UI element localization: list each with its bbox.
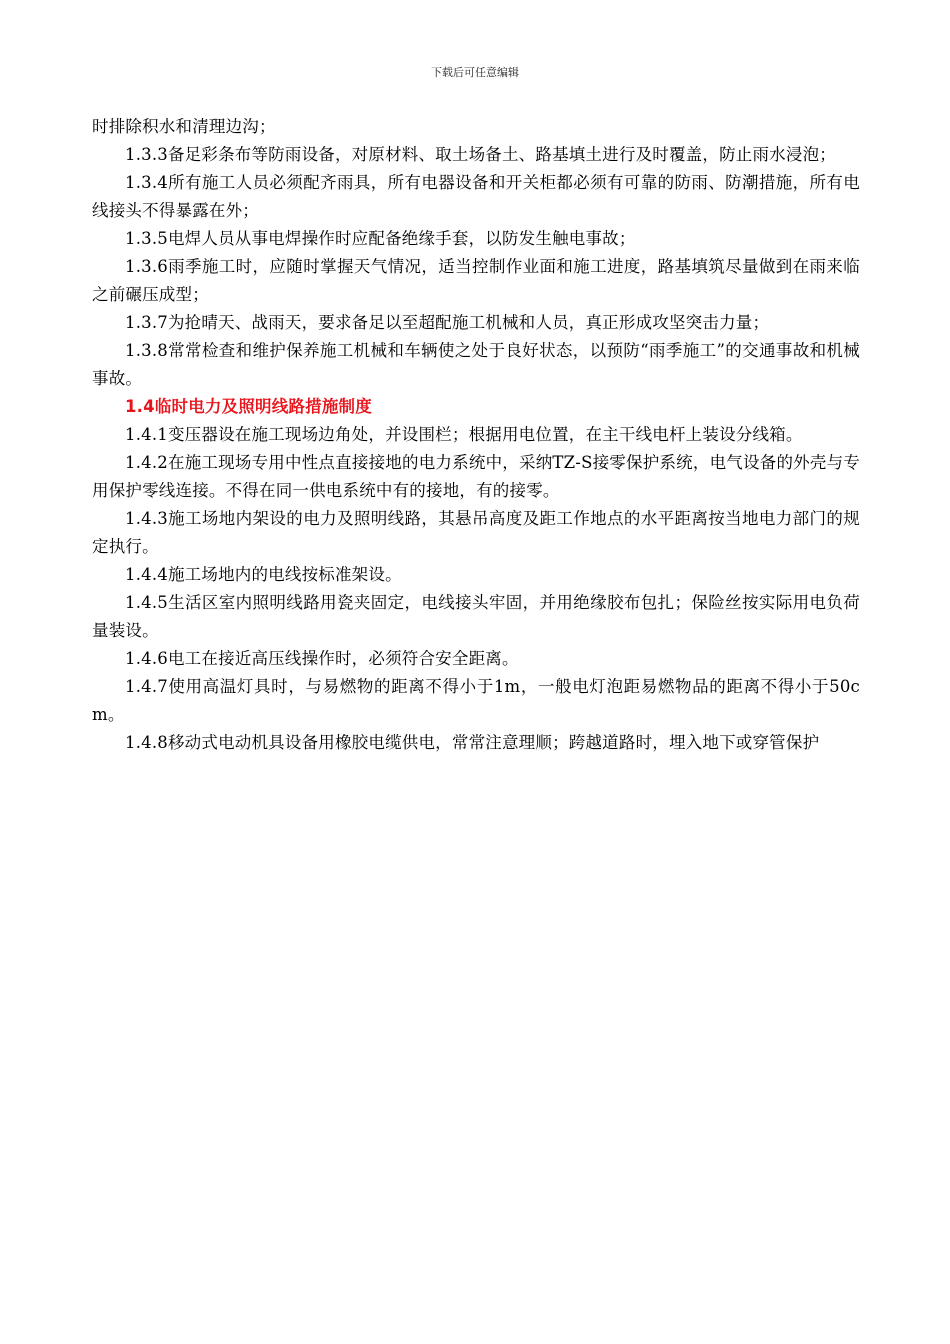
paragraph: 1.4.3施工场地内架设的电力及照明线路，其悬吊高度及距工作地点的水平距离按当地电力部门的规定执行。	[92, 509, 860, 556]
paragraph: 1.4.6电工在接近高压线操作时，必须符合安全距离。	[125, 649, 519, 668]
paragraph: 1.4.8移动式电动机具设备用橡胶电缆供电，常常注意理顺；跨越道路时，埋入地下或穿管保护	[125, 733, 820, 752]
paragraph: 1.4.5生活区室内照明线路用瓷夹固定，电线接头牢固，并用绝缘胶布包扎；保险丝按实际用电负荷量装设。	[92, 593, 860, 640]
paragraph: 1.3.8常常检查和维护保养施工机械和车辆使之处于良好状态，以预防“雨季施工”的交通事故和机械事故。	[92, 341, 860, 388]
document-body	[92, 113, 860, 757]
paragraph: 时排除积水和清理边沟；	[92, 117, 276, 136]
paragraph: 1.3.6雨季施工时，应随时掌握天气情况，适当控制作业面和施工进度，路基填筑尽量做到在雨来临之前碾压成型；	[92, 257, 860, 304]
paragraph: 1.4.4施工场地内的电线按标准架设。	[125, 565, 402, 584]
section-heading: 1.4临时电力及照明线路措施制度	[125, 397, 372, 416]
paragraph: 1.3.5电焊人员从事电焊操作时应配备绝缘手套，以防发生触电事故；	[125, 229, 636, 248]
paragraph: 1.4.7使用高温灯具时，与易燃物的距离不得小于1m，一般电灯泡距易燃物品的距离不得小于50cm。	[92, 677, 860, 724]
paragraph: 1.3.7为抢晴天、战雨天，要求备足以至超配施工机械和人员，真正形成攻坚突击力量；	[125, 313, 770, 332]
page-header: 下载后可任意编辑	[431, 66, 519, 79]
paragraph: 1.3.3备足彩条布等防雨设备，对原材料、取土场备土、路基填土进行及时覆盖，防止雨水浸泡；	[125, 145, 836, 164]
paragraph: 1.4.1变压器设在施工现场边角处，并设围栏；根据用电位置，在主干线电杆上装设分线箱。	[125, 425, 803, 444]
paragraph: 1.4.2在施工现场专用中性点直接接地的电力系统中，采纳TZ-S接零保护系统，电气设备的外壳与专用保护零线连接。不得在同一供电系统中有的接地，有的接零。	[92, 453, 860, 500]
paragraph: 1.3.4所有施工人员必须配齐雨具，所有电器设备和开关柜都必须有可靠的防雨、防潮措施，所有电线接头不得暴露在外；	[92, 173, 860, 220]
